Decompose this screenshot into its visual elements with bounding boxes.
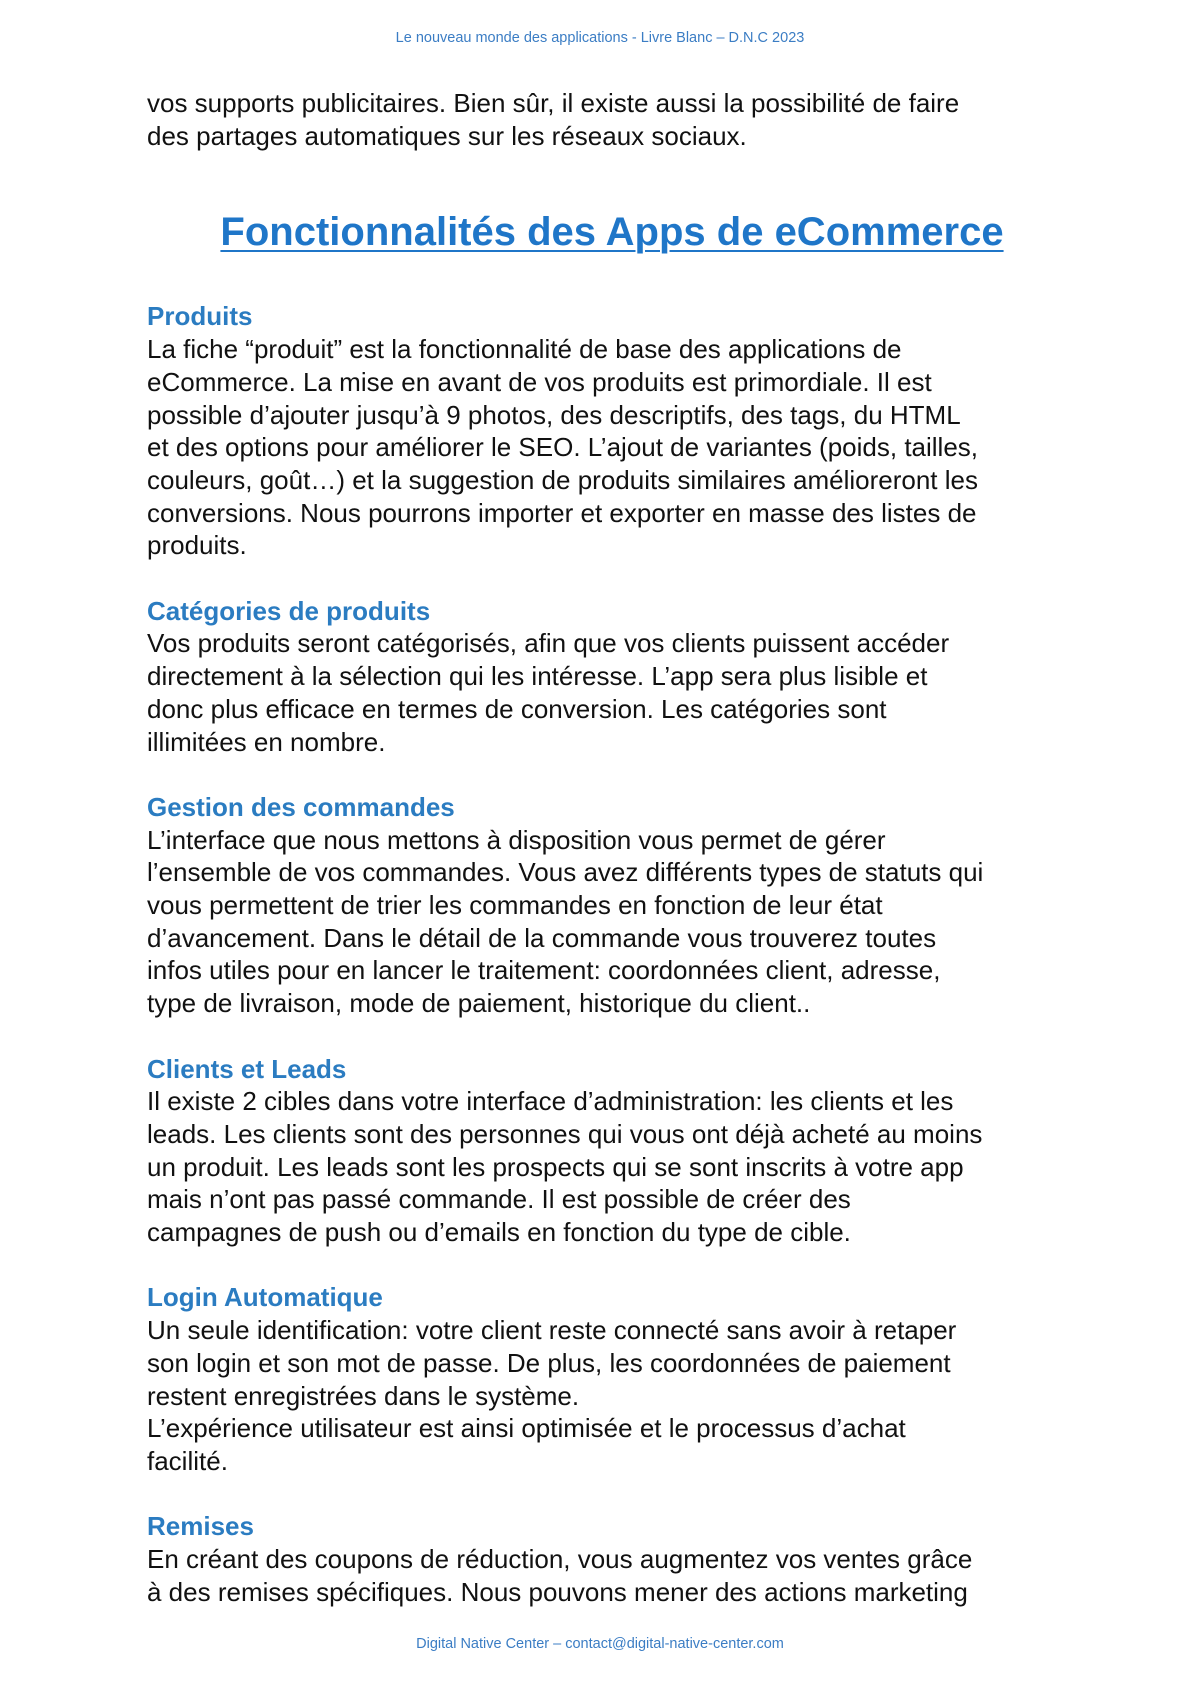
section-heading: Clients et Leads [147,1053,347,1084]
section-produits [147,300,1077,562]
text-line: eCommerce. La mise en avant de vos produits est primordiale. Il est [147,366,932,397]
intro-paragraph [147,87,1077,152]
text-line: d’avancement. Dans le détail de la commande vous trouverez toutes [147,922,937,953]
section-heading: Gestion des commandes [147,791,455,822]
text-line: infos utiles pour en lancer le traitement: coordonnées client, adresse, [147,955,941,986]
page-content [147,87,1077,1608]
text-line: illimitées en nombre. [147,726,386,757]
text-line: facilité. [147,1445,228,1476]
text-line: mais n’ont pas passé commande. Il est possible de créer des [147,1184,851,1215]
text-line: restent enregistrées dans le système. [147,1380,580,1411]
section-clients-leads [147,1053,1077,1249]
text-line: Vos produits seront catégorisés, afin que vos clients puissent accéder [147,628,950,659]
text-line: L’expérience utilisateur est ainsi optimisée et le processus d’achat [147,1413,906,1444]
text-line: l’ensemble de vos commandes. Vous avez différents types de statuts qui [147,857,984,888]
text-line: En créant des coupons de réduction, vous augmentez vos ventes grâce [147,1544,973,1575]
section-title: Fonctionnalités des Apps de eCommerce [220,210,1004,255]
text-line: donc plus efficace en termes de conversion. Les catégories sont [147,693,887,724]
section-heading: Catégories de produits [147,595,431,626]
text-line: type de livraison, mode de paiement, historique du client.. [147,988,811,1019]
text-line: Un seule identification: votre client reste connecté sans avoir à retaper [147,1315,957,1346]
section-remises [147,1510,1077,1608]
running-header: Le nouveau monde des applications - Livre Blanc – D.N.C 2023 [395,30,805,46]
text-line: couleurs, goût…) et la suggestion de produits similaires amélioreront les [147,464,978,495]
section-heading: Produits [147,301,253,332]
text-line: vous permettent de trier les commandes en fonction de leur état [147,890,883,921]
text-line: son login et son mot de passe. De plus, les coordonnées de paiement [147,1347,951,1378]
text-line: des partages automatiques sur les réseaux sociaux. [147,120,747,151]
section-gestion-commandes [147,791,1077,1020]
text-line: conversions. Nous pourrons importer et exporter en masse des listes de [147,497,977,528]
text-line: Il existe 2 cibles dans votre interface d’administration: les clients et les [147,1086,954,1117]
section-categories [147,595,1077,759]
text-line: leads. Les clients sont des personnes qui vous ont déjà acheté au moins [147,1118,983,1149]
text-line: directement à la sélection qui les intéresse. L’app sera plus lisible et [147,661,928,692]
text-line: vos supports publicitaires. Bien sûr, il existe aussi la possibilité de faire [147,88,960,118]
text-line: campagnes de push ou d’emails en fonction du type de cible. [147,1217,851,1248]
section-heading: Login Automatique [147,1282,383,1313]
section-login-automatique [147,1281,1077,1477]
section-heading: Remises [147,1511,254,1542]
text-line: et des options pour améliorer le SEO. L’ajout de variantes (poids, tailles, [147,432,979,463]
text-line: un produit. Les leads sont les prospects qui se sont inscrits à votre app [147,1151,964,1182]
text-line: produits. [147,530,247,561]
text-line: possible d’ajouter jusqu’à 9 photos, des descriptifs, des tags, du HTML [147,399,961,430]
text-line: à des remises spécifiques. Nous pouvons mener des actions marketing [147,1576,968,1607]
text-line: La fiche “produit” est la fonctionnalité de base des applications de [147,334,902,365]
running-footer: Digital Native Center – contact@digital-native-center.com [416,1636,784,1652]
text-line: L’interface que nous mettons à disposition vous permet de gérer [147,824,886,855]
